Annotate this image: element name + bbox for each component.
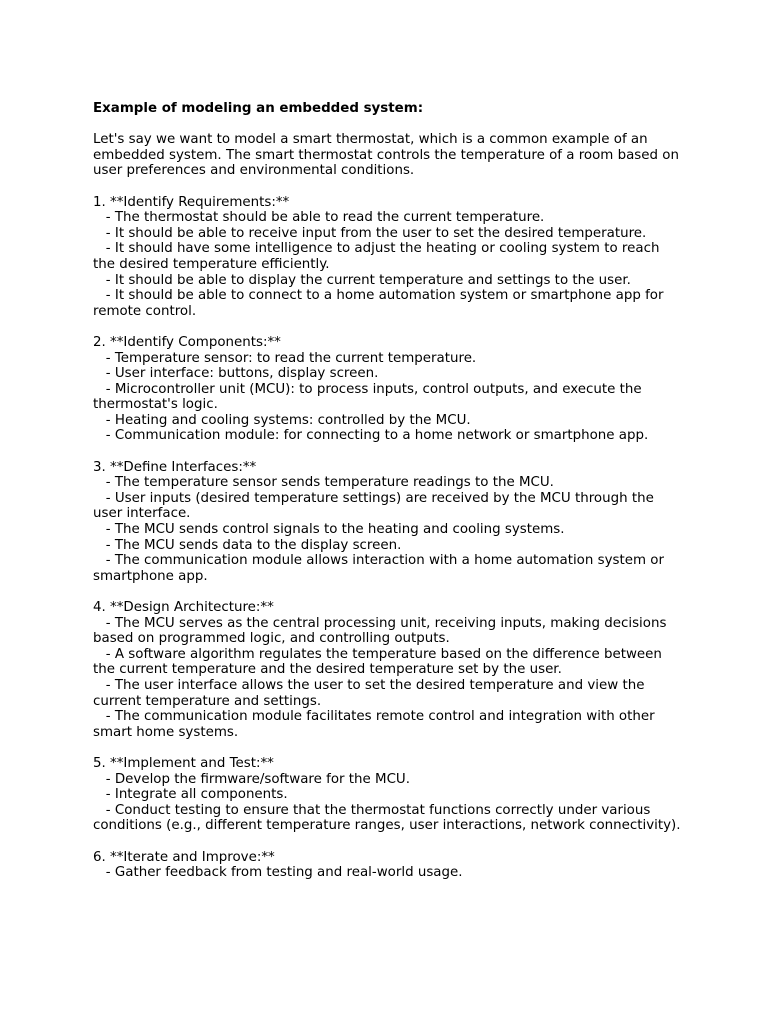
list-item: - It should have some intelligence to adjust the heating or cooling system to reach the desired temperature efficiently.	[93, 241, 664, 272]
section-4	[93, 600, 683, 740]
section-heading: 6. **Iterate and Improve:**	[93, 849, 275, 865]
list-item: - The communication module allows interaction with a home automation system or smartphone app.	[93, 553, 669, 584]
list-item: - Heating and cooling systems: controlled by the MCU.	[93, 412, 471, 428]
section-2	[93, 335, 683, 444]
list-item: - User inputs (desired temperature settings) are received by the MCU through the user interface.	[93, 490, 659, 522]
list-item: - The thermostat should be able to read the current temperature.	[93, 210, 545, 226]
document-page	[93, 101, 683, 881]
list-item: - The MCU sends data to the display screen.	[93, 537, 402, 553]
spacer	[93, 117, 683, 133]
list-item: - Integrate all components.	[93, 787, 288, 803]
list-item: - Microcontroller unit (MCU): to process inputs, control outputs, and execute the thermostat's logic.	[93, 381, 646, 413]
section-1	[93, 195, 683, 320]
list-item: - It should be able to display the current temperature and settings to the user.	[93, 272, 631, 288]
list-item: - The temperature sensor sends temperature readings to the MCU.	[93, 475, 554, 491]
sections-container	[93, 195, 683, 881]
intro-paragraph: Let's say we want to model a smart thermostat, which is a common example of an embedded system. The smart thermostat controls the temperature of a room based on user preferences and environmental conditions.	[93, 132, 679, 179]
section-heading: 2. **Identify Components:**	[93, 334, 281, 350]
section-heading: 5. **Implement and Test:**	[93, 755, 274, 771]
list-item: - Conduct testing to ensure that the thermostat functions correctly under various conditions (e.g., different temperature ranges, user interactions, network connectivity).	[93, 802, 681, 834]
list-item: - User interface: buttons, display screen.	[93, 366, 379, 382]
list-item: - The MCU sends control signals to the heating and cooling systems.	[93, 522, 565, 538]
list-item: - It should be able to connect to a home automation system or smartphone app for remote control.	[93, 288, 668, 319]
section-6	[93, 850, 683, 881]
section-heading: 1. **Identify Requirements:**	[93, 194, 290, 210]
list-item: - A software algorithm regulates the temperature based on the difference between the current temperature and the desired temperature set by the user.	[93, 646, 667, 678]
list-item: - The communication module facilitates remote control and integration with other smart home systems.	[93, 709, 659, 740]
list-item: - The user interface allows the user to set the desired temperature and view the current temperature and settings.	[93, 677, 649, 709]
list-item: - It should be able to receive input from the user to set the desired temperature.	[93, 225, 647, 241]
section-3	[93, 460, 683, 585]
list-item: - Temperature sensor: to read the current temperature.	[93, 350, 477, 366]
spacer	[93, 179, 683, 195]
list-item: - Communication module: for connecting to a home network or smartphone app.	[93, 428, 649, 444]
section-heading: 4. **Design Architecture:**	[93, 600, 274, 615]
section-heading: 3. **Define Interfaces:**	[93, 459, 257, 475]
document-title: Example of modeling an embedded system:	[93, 101, 424, 116]
list-item: - Gather feedback from testing and real-world usage.	[93, 865, 463, 881]
section-5	[93, 756, 683, 834]
list-item: - Develop the firmware/software for the MCU.	[93, 771, 410, 787]
list-item: - The MCU serves as the central processing unit, receiving inputs, making decisions based on programmed logic, and controlling outputs.	[93, 615, 671, 647]
